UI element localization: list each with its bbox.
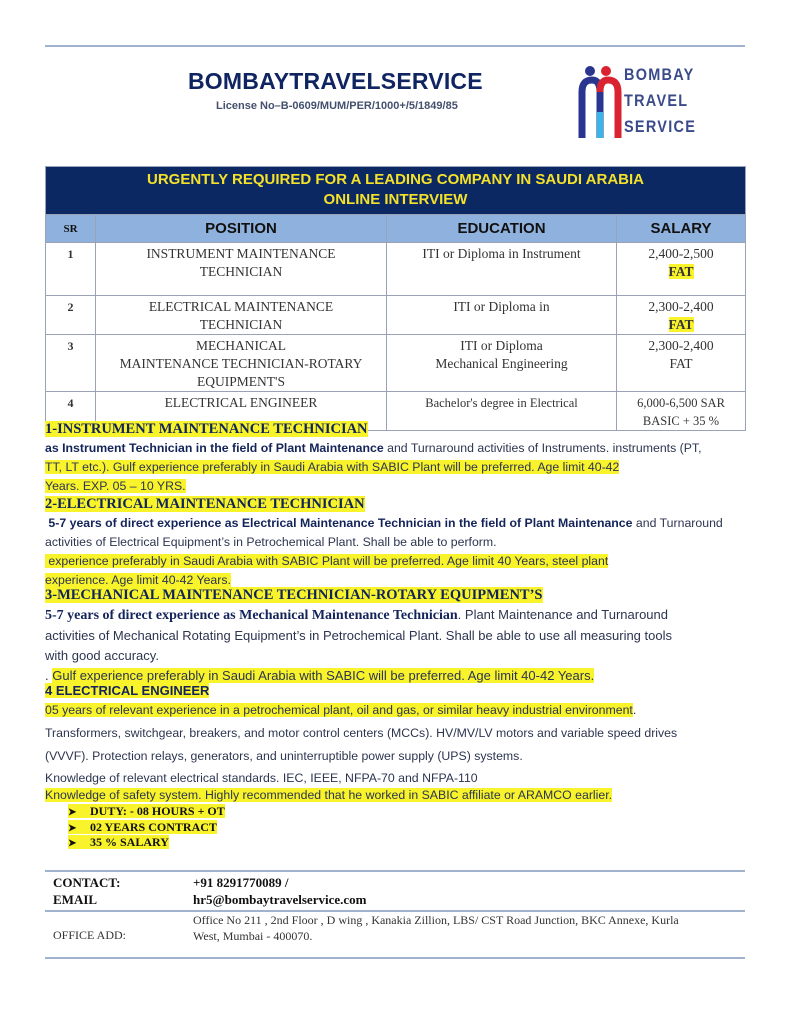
col-education: EDUCATION <box>387 215 617 243</box>
logo-word: BOMBAY <box>624 65 695 84</box>
body-text: Transformers, switchgear, breakers, and motor control centers (MCCs). HV/MV/LV motors and variable speed drives <box>45 726 678 740</box>
salary-cell <box>617 296 746 335</box>
bullet-text: DUTY: - 08 HOURS + OT <box>90 804 225 818</box>
highlighted-text: Knowledge of safety system. Highly recommended that he worked in SABIC affiliate or ARAMCO earlier. <box>45 788 613 802</box>
salary-note: FAT <box>668 264 694 279</box>
education-line: ITI or Diploma in Instrument <box>422 246 581 261</box>
table-row <box>46 335 746 392</box>
position-line: ELECTRICAL MAINTENANCE <box>148 299 334 314</box>
section-electrical-technician <box>45 495 750 590</box>
brand-title: BOMBAYTRAVELSERVICE <box>188 68 483 94</box>
table-title <box>46 167 746 215</box>
education-cell <box>387 296 617 335</box>
body-text: Knowledge of relevant electrical standards. IEC, IEEE, NFPA-70 and NFPA-110 <box>45 771 478 785</box>
title-line: URGENTLY REQUIRED FOR A LEADING COMPANY IN SAUDI ARABIA <box>147 171 644 188</box>
highlighted-text: Gulf experience preferably in Saudi Arabia with SABIC will be preferred. Age limit 40-42 Years. <box>52 668 595 683</box>
bullet-text: 02 YEARS CONTRACT <box>90 820 217 834</box>
table-row <box>46 296 746 335</box>
col-sr: SR <box>46 215 96 243</box>
salary-note: FAT <box>668 317 694 332</box>
highlighted-text: TT, LT etc.). Gulf experience preferably in Saudi Arabia with SABIC Plant will be preferred. Age limit 40-42 <box>45 460 620 474</box>
company-logo <box>578 62 703 142</box>
logo-word: SERVICE <box>624 117 697 136</box>
office-address <box>193 912 679 944</box>
bold-text: as Instrument Technician in the field of Plant Maintenance <box>45 441 384 455</box>
email-address[interactable]: hr5@bombaytravelservice.com <box>193 892 367 907</box>
education-line: Bachelor's degree in Electrical <box>425 396 578 410</box>
salary-note: FAT <box>669 356 693 371</box>
address-line: Office No 211 , 2nd Floor , D wing , Kanakia Zillion, LBS/ CST Road Junction, BKC Annexe, Kurla <box>193 913 679 927</box>
contact-values <box>193 874 366 908</box>
position-line: TECHNICIAN <box>199 317 283 332</box>
education-cell <box>387 243 617 296</box>
body-text: activities of Electrical Equipment’s in Petrochemical Plant. Shall be able to perform. <box>45 535 497 549</box>
position-line: INSTRUMENT MAINTENANCE <box>146 246 336 261</box>
body-text: with good accuracy. <box>45 648 159 663</box>
salary-value: 2,300-2,400 <box>648 299 714 314</box>
section-mechanical-technician <box>45 585 750 686</box>
body-text: activities of Mechanical Rotating Equipment’s in Petrochemical Plant. Shall be able to use all measuring tools <box>45 628 672 643</box>
section-heading: 3-MECHANICAL MAINTENANCE TECHNICIAN-ROTARY EQUIPMENT’S <box>45 587 543 603</box>
position-cell <box>96 243 387 296</box>
contact-labels <box>53 874 120 908</box>
top-rule <box>45 45 745 47</box>
address-line: West, Mumbai - 400070. <box>193 929 313 943</box>
phone-number[interactable]: +91 8291770089 / <box>193 875 289 890</box>
contact-rule-bottom <box>45 957 745 959</box>
body-text: . Plant Maintenance and Turnaround <box>457 607 668 622</box>
office-label: OFFICE ADD: <box>53 928 127 942</box>
highlighted-text: experience preferably in Saudi Arabia with SABIC Plant will be preferred. Age limit 40 Years, steel plant <box>45 554 609 568</box>
body-text: and Turnaround <box>632 516 723 530</box>
arrow-bullet-icon: ➤ <box>68 838 77 849</box>
salary-cell <box>617 335 746 392</box>
sr-cell: 2 <box>46 296 96 335</box>
bullet-text: 35 % SALARY <box>90 835 169 849</box>
highlighted-text: experience. Age limit 40-42 Years. <box>45 573 231 587</box>
sr-cell: 3 <box>46 335 96 392</box>
col-salary: SALARY <box>617 215 746 243</box>
logo-word: TRAVEL <box>624 91 689 110</box>
salary-note: BASIC + 35 % <box>642 414 720 428</box>
section-electrical-engineer <box>45 681 750 804</box>
position-line: EQUIPMENT'S <box>197 374 285 389</box>
section-heading: 4 ELECTRICAL ENGINEER <box>45 683 210 698</box>
table-row <box>46 243 746 296</box>
logo-text <box>624 62 696 140</box>
salary-value: 6,000-6,500 SAR <box>637 396 725 410</box>
jobs-table <box>45 166 746 431</box>
arrow-bullet-icon: ➤ <box>68 807 77 818</box>
position-cell <box>96 296 387 335</box>
people-logo-icon <box>578 62 624 142</box>
col-position: POSITION <box>96 215 387 243</box>
education-line: ITI or Diploma in <box>453 299 550 314</box>
highlighted-text: Years. EXP. 05 – 10 YRS. <box>45 479 186 493</box>
position-line: MECHANICAL <box>196 338 286 353</box>
bullet-salary <box>68 835 169 850</box>
contact-rule-top <box>45 870 745 872</box>
license-number: License No–B-0609/MUM/PER/1000+/5/1849/85 <box>216 100 458 112</box>
email-label: EMAIL <box>53 892 98 907</box>
education-cell <box>387 335 617 392</box>
position-line: TECHNICIAN <box>199 264 283 279</box>
body-text: (VVVF). Protection relays, generators, and uninterruptible power supply (UPS) systems. <box>45 749 523 763</box>
bullet-contract <box>68 820 217 835</box>
education-line: Mechanical Engineering <box>435 356 568 371</box>
section-heading: 2-ELECTRICAL MAINTENANCE TECHNICIAN <box>45 496 365 512</box>
position-cell <box>96 335 387 392</box>
sr-cell: 1 <box>46 243 96 296</box>
body-text: . <box>45 668 53 683</box>
bold-text: 5-7 years of direct experience as Mechanical Maintenance Technician <box>45 608 458 623</box>
education-line: ITI or Diploma <box>460 338 543 353</box>
position-line: MAINTENANCE TECHNICIAN-ROTARY <box>119 356 363 371</box>
salary-value: 2,400-2,500 <box>648 246 714 261</box>
body-text: and Turnaround activities of Instruments. instruments (PT, <box>383 441 702 455</box>
section-instrument-technician <box>45 420 750 496</box>
body-text: . <box>632 703 637 717</box>
bullet-duty <box>68 804 225 819</box>
sr-cell: 4 <box>46 392 96 431</box>
title-line: ONLINE INTERVIEW <box>323 191 468 208</box>
position-line: ELECTRICAL ENGINEER <box>164 395 318 410</box>
bold-text: 5-7 years of direct experience as Electrical Maintenance Technician in the field of Plant Maintenance <box>45 516 633 530</box>
arrow-bullet-icon: ➤ <box>68 823 77 834</box>
highlighted-text: 05 years of relevant experience in a petrochemical plant, oil and gas, or similar heavy industrial environment <box>45 703 633 717</box>
salary-value: 2,300-2,400 <box>648 338 714 353</box>
salary-cell <box>617 243 746 296</box>
contact-label: CONTACT: <box>53 875 121 890</box>
section-heading: 1-INSTRUMENT MAINTENANCE TECHNICIAN <box>45 421 368 437</box>
